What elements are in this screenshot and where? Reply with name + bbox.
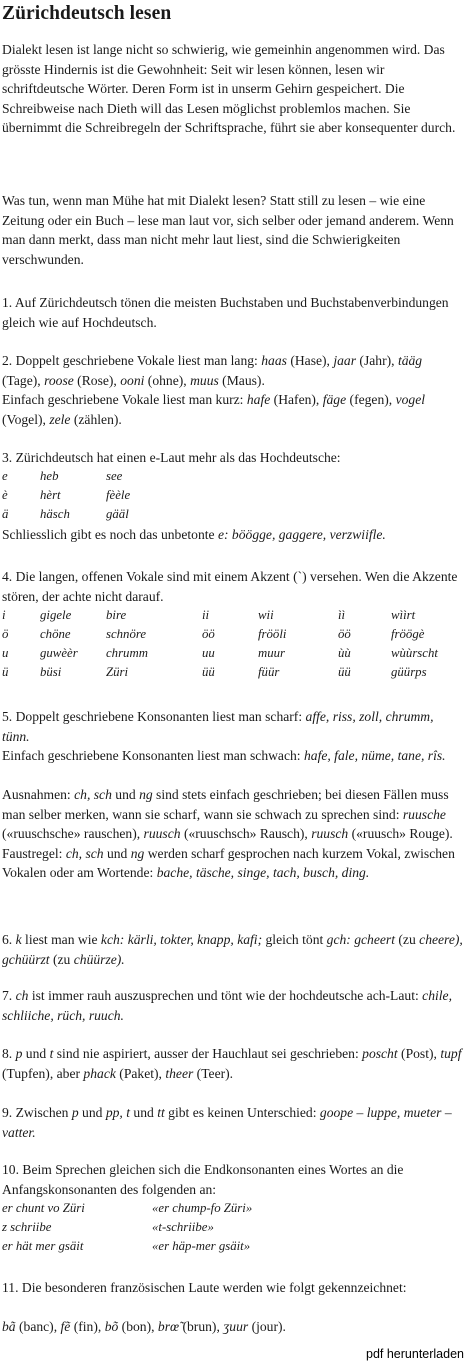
example-spoken: «er chump-fo Züri» (152, 1201, 253, 1215)
example-vowel: ä (2, 507, 9, 521)
example-row (2, 467, 462, 486)
intro-paragraph-1: Dialekt lesen ist lange nicht so schwierig, wie gemeinhin angenommen wird. Das grösste Hindernis ist die Gewohnheit: Seit wir lesen können, lesen wir schriftdeutsche Wörter. Deren Form ist in unserm Gehirn gespeichert. Die Schreibweise nach Dieth will das Lesen möglichst problemlos machen. Sie übernimmt die Schreibregeln der Schriftsprache, führt sie aber konsequenter durch. (2, 42, 456, 135)
example-word: muur (258, 646, 286, 660)
example-short: hèrt (40, 488, 61, 502)
example-vowel: i (2, 608, 6, 622)
example-row (2, 486, 462, 505)
example-row (2, 606, 462, 625)
example-long-vowel: üü (202, 665, 215, 679)
example-row (2, 625, 462, 644)
rule-3: 3. Zürichdeutsch hat einen e-Laut mehr als das Hochdeutsche: (2, 450, 341, 465)
example-written: er hät mer gsäit (2, 1239, 84, 1253)
example-long-vowel: ii (202, 608, 210, 622)
rule-3-unstressed: Schliesslich gibt es noch das unbetonte e: böögge, gaggere, verzwiifle. (2, 527, 386, 542)
example-written: er chunt vo Züri (2, 1201, 85, 1215)
example-vowel: e (2, 469, 8, 483)
example-long: gääl (106, 507, 129, 521)
rule-11-examples: bã (banc), fẽ (fin), bõ (bon), brœ̃ (brun), ʒuur (jour). (2, 1319, 286, 1334)
example-row (2, 663, 462, 682)
page-title: Zürichdeutsch lesen (2, 3, 172, 24)
example-word: wùùrscht (391, 646, 438, 660)
rule-10-examples (2, 1199, 462, 1256)
rule-8: 8. p und t sind nie aspiriert, ausser der Hauchlaut sei geschrieben: poscht (Post), tupf (Tupfen), aber phack (Paket), theer (Teer). (2, 1046, 462, 1081)
example-long: fèèle (106, 488, 131, 502)
rule-4-examples (2, 606, 462, 682)
example-word: Züri (106, 665, 129, 679)
example-word: büsi (40, 665, 62, 679)
rule-2-short-vowels: Einfach geschriebene Vokale liest man kurz: hafe (Hafen), fäge (fegen), vogel (Vogel), zele (zählen). (2, 392, 426, 427)
rule-3-examples (2, 467, 462, 524)
example-row (2, 1199, 462, 1218)
example-open-vowel: üü (338, 665, 351, 679)
pdf-download-link[interactable]: pdf herunterladen (366, 1347, 464, 1361)
example-vowel: ü (2, 665, 9, 679)
example-row (2, 505, 462, 524)
rule-9: 9. Zwischen p und pp, t und tt gibt es keinen Unterschied: goope – luppe, mueter – vatter. (2, 1105, 452, 1140)
rule-2-long-vowels: 2. Doppelt geschriebene Vokale liest man lang: haas (Hase), jaar (Jahr), tääg (Tage), roose (Rose), ooni (ohne), muus (Maus). (2, 353, 423, 388)
example-vowel: u (2, 646, 9, 660)
rule-1: 1. Auf Zürichdeutsch tönen die meisten Buchstaben und Buchstabenverbindungen gleich wie auf Hochdeutsch. (2, 295, 449, 330)
example-short: häsch (40, 507, 70, 521)
example-vowel: è (2, 488, 8, 502)
example-written: z schriibe (2, 1220, 52, 1234)
rule-11: 11. Die besonderen französischen Laute werden wie folgt gekennzeichnet: (2, 1280, 407, 1295)
example-open-vowel: ùù (338, 646, 351, 660)
example-row (2, 644, 462, 663)
rule-10: 10. Beim Sprechen gleichen sich die Endkonsonanten eines Wortes an die Anfangskonsonanten des folgenden an: (2, 1162, 404, 1197)
example-long: see (106, 469, 123, 483)
example-word: füür (258, 665, 280, 679)
example-word: fröögè (391, 627, 425, 641)
example-long-vowel: öö (202, 627, 215, 641)
rule-4: 4. Die langen, offenen Vokale sind mit einem Akzent (`) versehen. Wen die Akzente stören, der achte nicht darauf. (2, 569, 458, 604)
example-open-vowel: ìì (338, 608, 346, 622)
rule-5-single-consonants: Einfach geschriebene Konsonanten liest man schwach: hafe, fale, nüme, tane, rîs. (2, 748, 446, 763)
rule-7: 7. ch ist immer rauh auszusprechen und tönt wie der hochdeutsche ach-Laut: chile, schliiche, rüch, ruuch. (2, 988, 452, 1023)
example-row (2, 1218, 462, 1237)
example-word: chöne (40, 627, 71, 641)
example-word: frööli (258, 627, 287, 641)
rule-5-exceptions: Ausnahmen: ch, sch und ng sind stets einfach geschrieben; bei diesen Fällen muss man selber merken, wann sie scharf, wann sie schwach zu sprechen sind: ruusche («ruuschsche» rauschen), ruusch («ruuschsch» Rausch), ruusch («ruusch» Rouge). Faustregel: ch, sch und ng werden scharf gesprochen nach kurzem Vokal, zwischen Vokalen oder am Wortende: bache, täsche, singe, tach, busch, ding. (2, 787, 455, 880)
rule-6: 6. k liest man wie kch: kärli, tokter, knapp, kafi; gleich tönt gch: gcheert (zu cheere), gchüürzt (zu chüürze). (2, 932, 463, 967)
example-long-vowel: uu (202, 646, 215, 660)
example-spoken: «er häp-mer gsäit» (152, 1239, 251, 1253)
example-short: heb (40, 469, 59, 483)
example-word: wii (258, 608, 274, 622)
example-word: güürps (391, 665, 427, 679)
example-word: guwèèr (40, 646, 78, 660)
rule-5-double-consonants: 5. Doppelt geschriebene Konsonanten liest man scharf: affe, riss, zoll, chrumm, tünn. (2, 709, 434, 744)
example-word: schnöre (106, 627, 147, 641)
example-word: gigele (40, 608, 72, 622)
example-row (2, 1237, 462, 1256)
example-word: wììrt (391, 608, 416, 622)
example-open-vowel: öö (338, 627, 351, 641)
intro-paragraph-2: Was tun, wenn man Mühe hat mit Dialekt lesen? Statt still zu lesen – wie eine Zeitung oder ein Buch – lese man laut vor, sich selber oder jemand anderem. Wenn man dann merkt, dass man nicht mehr laut liest, sind die Schwierigkeiten verschwunden. (2, 193, 454, 267)
example-vowel: ö (2, 627, 9, 641)
example-word: chrumm (106, 646, 148, 660)
example-word: bire (106, 608, 127, 622)
example-spoken: «t-schriibe» (152, 1220, 214, 1234)
